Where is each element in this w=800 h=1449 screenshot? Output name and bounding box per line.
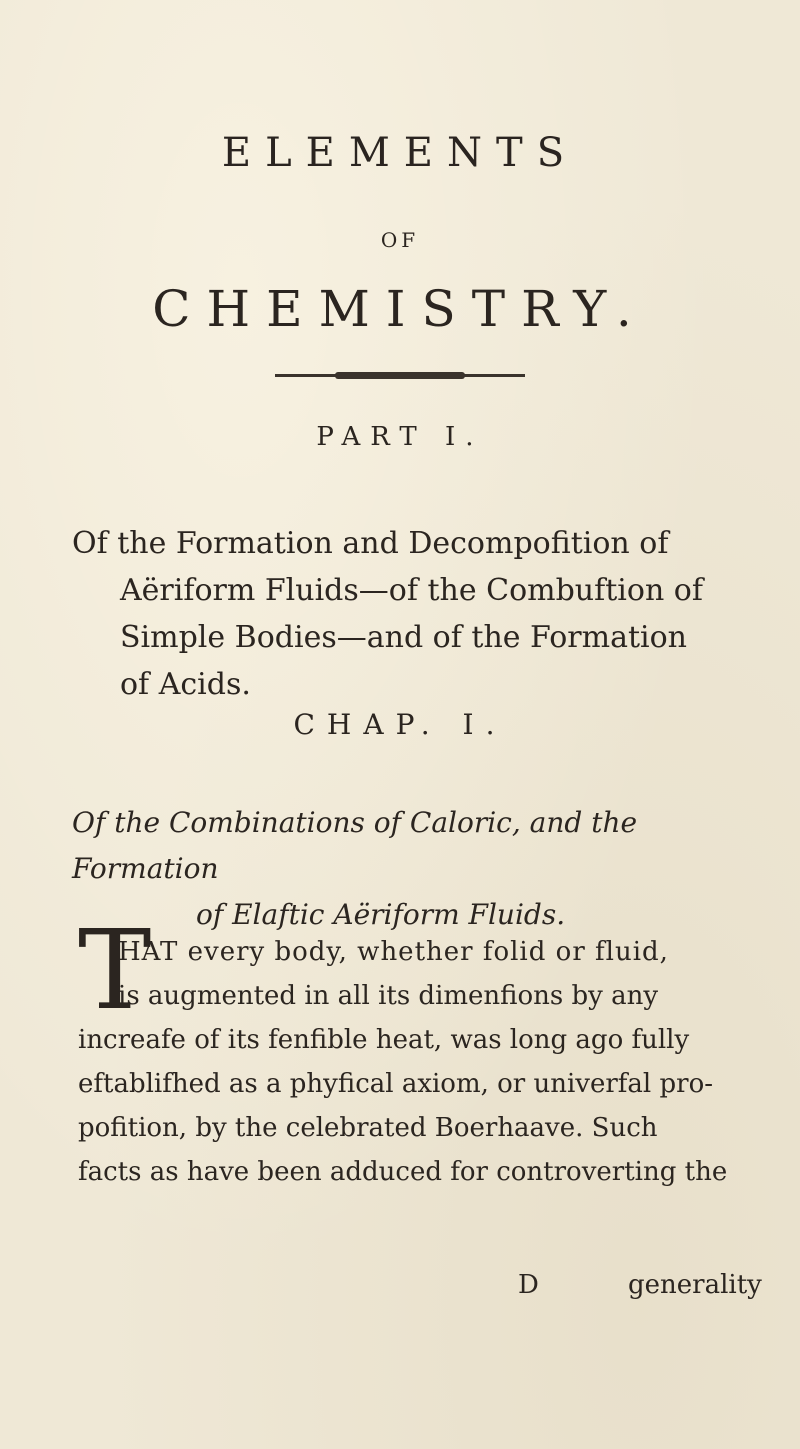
body-line: increafe of its fenfible heat, was long ago fully [78, 1025, 690, 1055]
part-description-line: of Acids. [120, 667, 251, 702]
chapter-title [72, 800, 772, 938]
running-title-chemistry: CHEMISTRY. [152, 280, 648, 338]
part-heading: PART I. [316, 422, 484, 452]
ornamental-rule [275, 374, 525, 377]
part-description-line: Of the Formation and Decompofition of [72, 526, 669, 561]
drop-cap: T [78, 906, 152, 1034]
chapter-title-line: Of the Combinations of Caloric, and the Formation [72, 806, 638, 885]
part-description-line: Simple Bodies—and of the Formation [120, 620, 687, 655]
signature-mark: D [518, 1270, 539, 1300]
body-line: eftablifhed as a phyfical axiom, or univerfal pro- [78, 1069, 714, 1099]
body-line: HAT every body, whether folid or fluid, [118, 937, 669, 967]
part-description [72, 520, 772, 708]
body-paragraph [78, 930, 768, 1194]
chapter-heading: CHAP. I. [293, 708, 507, 741]
body-line: facts as have been adduced for controverting the [78, 1157, 728, 1187]
body-line: pofition, by the celebrated Boerhaave. Such [78, 1113, 658, 1143]
catchword: generality [628, 1270, 762, 1300]
chapter-title-line: of Elaftic Aëriform Fluids. [196, 898, 566, 931]
running-title-of: OF [380, 228, 420, 252]
running-title-elements: ELEMENTS [221, 130, 579, 176]
part-description-line: Aëriform Fluids—of the Combuftion of [120, 573, 703, 608]
body-line: is augmented in all its dimenfions by any [118, 981, 659, 1011]
